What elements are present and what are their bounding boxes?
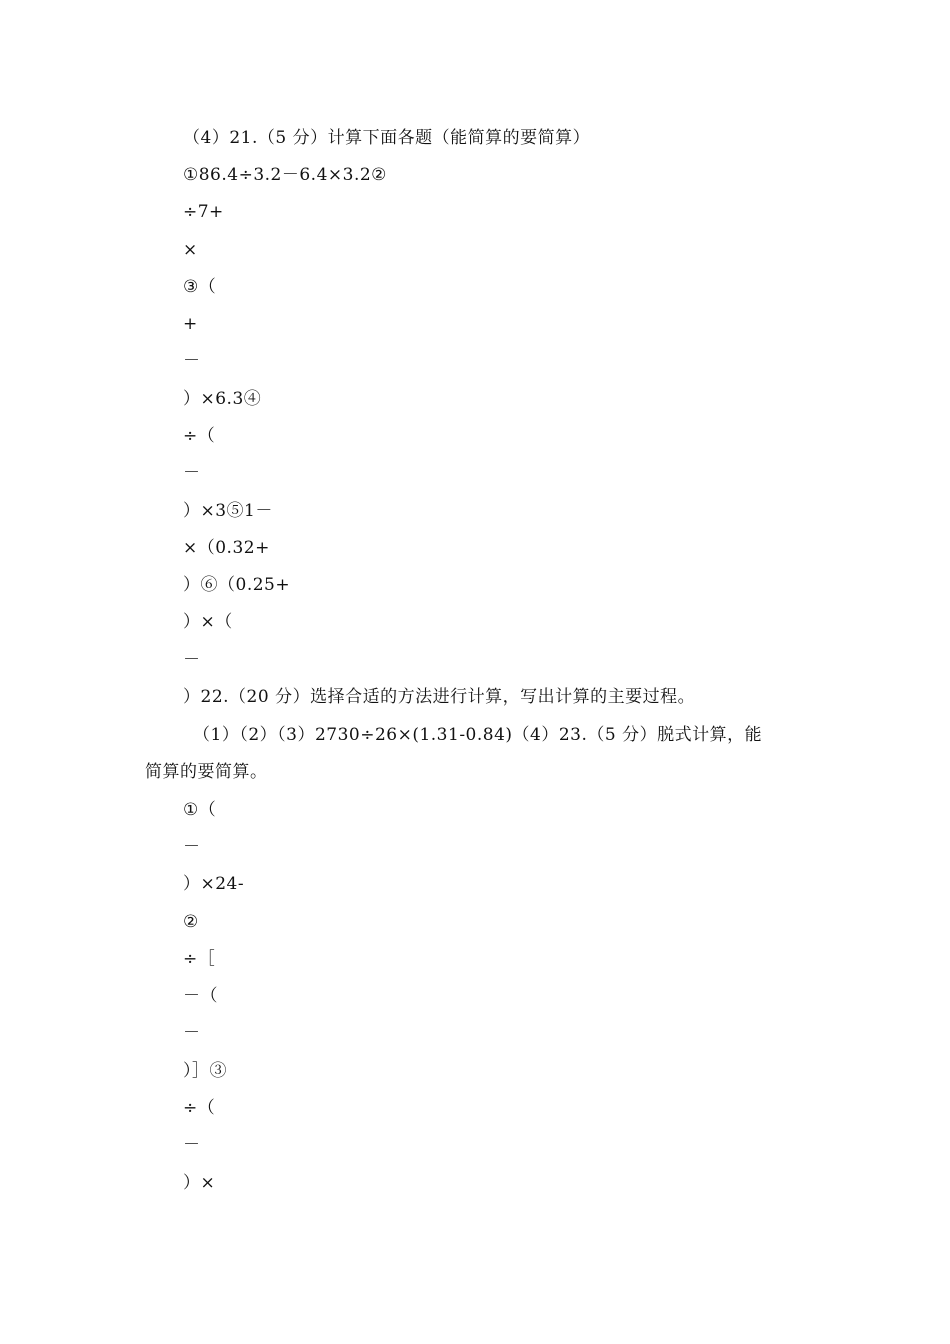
expression-line: － xyxy=(183,1135,201,1155)
expression-line: ①（ xyxy=(183,800,217,820)
expression-line: + xyxy=(183,314,198,334)
expression-line: －（ xyxy=(183,986,218,1006)
expression-line: ③（ xyxy=(183,277,217,297)
expression-line: ÷（ xyxy=(183,1098,216,1118)
expression-line: ①86.4÷3.2－6.4×3.2② xyxy=(183,165,387,185)
expression-line: ）×3⑤1－ xyxy=(183,501,273,521)
expression-line: － xyxy=(183,463,201,483)
expression-line: ）× xyxy=(183,1173,216,1193)
question-22-heading: ）22.（20 分）选择合适的方法进行计算，写出计算的主要过程。 xyxy=(183,687,696,707)
expression-line: － xyxy=(183,650,201,670)
expression-line: ）］③ xyxy=(183,1061,227,1081)
expression-line: ）×（ xyxy=(183,612,233,632)
expression-line: × xyxy=(183,240,198,260)
question-22-body: （1）（2）（3）2730÷26×(1.31-0.84)（4）23.（5 分）脱式计算，能 xyxy=(193,725,763,745)
expression-line: ×（0.32+ xyxy=(183,538,270,558)
expression-line: ÷［ xyxy=(183,949,216,969)
expression-line: ÷7+ xyxy=(183,202,224,222)
expression-line: － xyxy=(183,837,201,857)
question-21-heading: （4）21.（5 分）计算下面各题（能简算的要简算） xyxy=(183,128,591,148)
expression-line: ÷（ xyxy=(183,426,216,446)
expression-line: ）×24- xyxy=(183,874,245,894)
expression-line: ）⑥（0.25+ xyxy=(183,575,291,595)
expression-line: － xyxy=(183,351,201,371)
question-23-body: 简算的要简算。 xyxy=(145,762,268,782)
expression-line: － xyxy=(183,1023,201,1043)
expression-line: ② xyxy=(183,912,199,932)
expression-line: ）×6.3④ xyxy=(183,389,262,409)
